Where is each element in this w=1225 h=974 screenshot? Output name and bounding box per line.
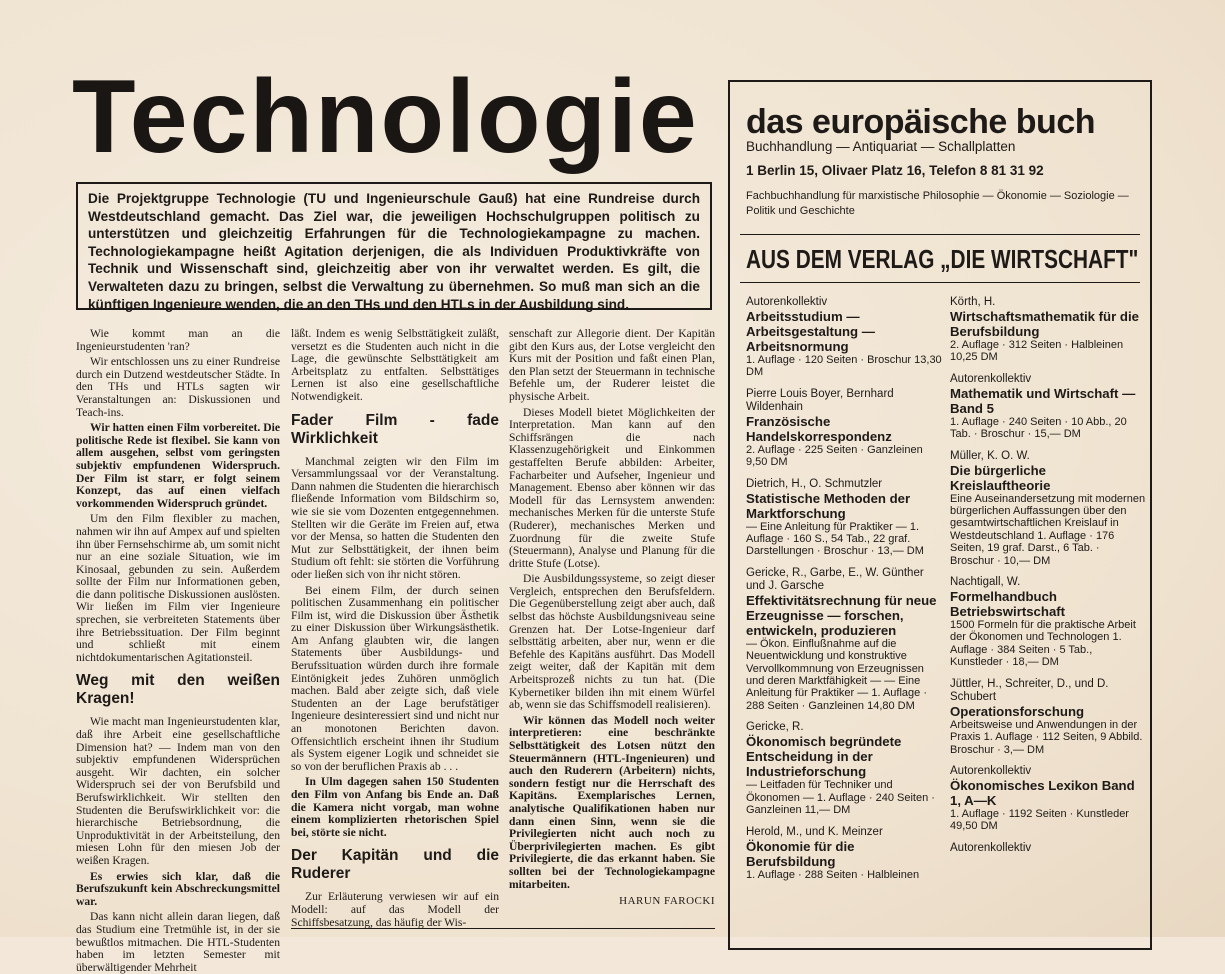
bottom-rule — [291, 928, 715, 929]
bookshop-ad — [728, 80, 1152, 950]
book-entry — [950, 576, 1146, 669]
paragraph: Wie macht man Ingenieurstudenten klar, daß ihre Arbeit eine gesellschaftliche Dimension hat? — Indem man von den subjektiv empfundenen Widersprüchen ausgeht. Wir dachten, ein solcher Widerspruch sei der von Berufsbild und Berufswirklichkeit. Wir stellten den Studenten die Berufswirklichkeit vor: die hierarchische Betriebsordnung, die Unproduktivität in der Arbeitsteilung, den miesen Lohn für den miesen Job der weißen Kragen. — [76, 715, 280, 867]
book-author: Autorenkollektiv — [950, 841, 1032, 854]
book-entry — [950, 842, 1146, 855]
subheading: Weg mit den weißen Kragen! — [76, 672, 280, 708]
book-entry — [746, 296, 942, 379]
book-title: Operationsforschung — [950, 703, 1085, 719]
article-column-2 — [291, 327, 499, 929]
book-title: Mathematik und Wirtschaft — Band 5 — [950, 385, 1136, 416]
book-title: Ökonomisches Lexikon Band 1, A—K — [950, 777, 1135, 808]
book-detail: Arbeitsweise und Anwendungen in der Praxis 1. Auflage · 112 Seiten, 9 Abbild. Broschur · 3,— DM — [950, 718, 1143, 756]
book-entry — [950, 765, 1146, 833]
paragraph: Manchmal zeigten wir den Film im Versammlungssaal vor der Veranstaltung. Dann nahmen die Studenten die hierarchisch fließende Information vom Bildschirm so, wie sie sie vom Dozenten entgegennehmen. Stellten wir die Geräte im Freien auf, etwa vor der Mensa, so hatten die Studenten den Mut zur Selbsttätigkeit, der ihnen beim Studium oft fehlt: sie störten die Vorführung oder ließen sich von ihr nicht stören. — [291, 454, 499, 581]
paragraph: läßt. Indem es wenig Selbsttätigkeit zuläßt, versetzt es die Studenten auch nicht in die Lage, die gewünschte Selbsttätigkeit am Arbeitsplatz zu entfalten. Selbsttätiges Lernen ist also eine gesellschaftliche Notwendigkeit. — [291, 327, 499, 403]
book-title: Statistische Methoden der Marktforschung — [746, 490, 911, 521]
headline: Technologie — [72, 59, 699, 175]
book-detail: 2. Auflage · 312 Seiten · Halbleinen 10,25 DM — [950, 339, 1124, 364]
paragraph: Das kann nicht allein daran liegen, daß das Studium eine Tretmühle ist, in der sie bewußtlos mitmachen. Die HTL-Studenten haben im letzten Semester mit überwältigender Mehrheit — [76, 910, 280, 974]
paragraph: Wie kommt man an die Ingenieurstudenten 'ran? — [76, 327, 280, 353]
book-entry — [950, 678, 1146, 756]
book-entry — [746, 721, 942, 816]
book-detail: 1. Auflage · 1192 Seiten · Kunstleder 49,50 DM — [950, 807, 1129, 833]
book-title: Die bürgerliche Kreislauftheorie — [950, 462, 1051, 493]
paragraph: senschaft zur Allegorie dient. Der Kapitän gibt den Kurs aus, der Lotse vergleicht den Kurs mit der Position und faßt einen Plan, den Plan setzt der Steuermann in technische Befehle um, der Ruderer leistet die physische Arbeit. — [509, 327, 715, 403]
book-detail: 1. Auflage · 288 Seiten · Halbleinen — [746, 868, 920, 881]
book-detail: Eine Auseinandersetzung mit modernen bürgerlichen Auffassungen über den gesamtwirtschaftlichen Kreislauf in Westdeutschland 1. Auflage · 176 Seiten, 19 graf. Darst., 6 Tab. · Broschur · 10,— DM — [950, 492, 1146, 567]
book-entry — [950, 373, 1146, 441]
article-column-1 — [76, 327, 280, 974]
book-title: Wirtschaftsmathematik für die Berufsbildung — [950, 309, 1139, 339]
book-detail: — Ökon. Einflußnahme auf die Neuentwicklung und konstruktive Vervollkommnung von Erzeugnissen und deren Marktfähigkeit — — Eine Anleitung für Praktiker — 1. Auflage · 288 Seiten · Ganzleinen 14,80 DM — [746, 637, 927, 712]
book-entry — [746, 567, 942, 712]
book-title: Arbeitsstudium — Arbeitsgestaltung — Arbeitsnormung — [746, 309, 875, 354]
article-column-3 — [509, 328, 715, 920]
book-list-left — [746, 296, 942, 890]
subheading: Fader Film - fade Wirklichkeit — [291, 411, 499, 447]
book-author: Müller, K. O. W. — [950, 449, 1030, 462]
shop-name: das europäische buch — [746, 103, 1095, 141]
paragraph-bold: In Ulm dagegen sahen 150 Studenten den Film von Anfang bis Ende an. Daß die Kamera nicht vorgab, man wohne einem komplizierten rhetorischen Spiel bei, störte sie nicht. — [291, 775, 499, 839]
book-author: Autorenkollektiv — [746, 296, 828, 308]
intro-box: Die Projektgruppe Technologie (TU und Ingenieurschule Gauß) hat eine Rundreise durch Westdeutschland gemacht. Das Ziel war, die jeweiligen Hochschulgruppen politisch zu unterstützen und gleichzeitig Erfahrungen für die Technologiekampagne zu machen. Technologiekampagne heißt Agitation derjenigen, die als Individuen Produktivkräfte von Technik und Wissenschaft sind, gleichzeitig aber von ihr verwaltet werden. Es gilt, die Verwalteten dazu zu bringen, selbst die Verwaltung zu übernehmen. So muß man sich an die künftigen Ingenieure wenden, die an den THs und den HTLs in der Ausbildung sind. — [76, 182, 712, 310]
book-detail: 1. Auflage · 120 Seiten · Broschur 13,30 DM — [746, 354, 942, 379]
book-detail: 2. Auflage · 225 Seiten · Ganzleinen 9,50 DM — [746, 443, 923, 469]
paragraph: Dieses Modell bietet Möglichkeiten der Interpretation. Man kann auf den Schiffsrängen die nach Klassenzugehörigkeit und Einkommen gestaffelten Berufe abbilden: Arbeiter, Facharbeiter und Aufseher, Ingenieur und Management. Ebenso aber können wir das Modell für das Lernsystem anwenden: mechanisches Merken für die unterste Stufe (Ruderer), mechanisches Merken und Zuordnung für die zweite Stufe (Steuermann), Analyse und Planung für die dritte Stufe (Lotse). — [509, 405, 715, 570]
book-detail: — Leitfaden für Techniker und Ökonomen — 1. Auflage · 240 Seiten · Ganzleinen 11,— DM — [746, 779, 935, 817]
paragraph-bold: Es erwies sich klar, daß die Berufszukunft kein Abschreckungsmittel war. — [76, 869, 280, 908]
book-entry — [746, 826, 942, 881]
book-title: Effektivitätsrechnung für neue Erzeugnisse — forschen, entwickeln, produzieren — [746, 592, 937, 638]
paragraph: Die Ausbildungssysteme, so zeigt dieser Vergleich, entsprechen den Berufsfeldern. Die Gegenüberstellung zeigt aber auch, daß selbst das höchste Ausbildungsniveau seine Grenzen hat. Der Lotse-Ingenieur darf selbsttätig arbeiten, aber nur, wenn er die Befehle des Kapitäns ausführt. Das Modell zeigt weiter, daß der Kapitän mit dem Arbeitsprozeß nichts zu tun hat. (Die Kybernetiker bilden ihn mit einem Würfel ab, wenn sie das Schiffsmodell realisieren). — [509, 572, 715, 712]
paragraph-bold: Wir können das Modell noch weiter interpretieren: eine beschränkte Selbsttätigkeit des Lotsen nützt den Steuermännern (HTL-Ingenieuren) und auch den Ruderern (Arbeitern) nichts, sondern festigt nur die Herrschaft des Kapitäns. Exemplarisches Lernen, analytische Qualifikationen haben nur dann einen Sinn, wenn sie die Privilegierten nicht auch noch zu Überprivilegierten machen. Es gibt Privilegierte, die das erkannt haben. Sie sollten bei der Technologiekampagne mitarbeiten. — [509, 713, 715, 891]
book-author: Nachtigall, W. — [950, 576, 1021, 589]
book-list-right — [950, 296, 1146, 864]
book-author: Pierre Louis Boyer, Bernhard Wildenhain — [746, 387, 894, 413]
book-author: Herold, M., und K. Meinzer — [746, 825, 883, 838]
book-author: Jüttler, H., Schreiter, D., und D. Schubert — [950, 677, 1109, 703]
book-author: Dietrich, H., O. Schmutzler — [746, 477, 883, 490]
book-detail: — Eine Anleitung für Praktiker — 1. Auflage · 160 S., 54 Tab., 22 graf. Darstellungen · Broschur · 13,— DM — [746, 520, 924, 558]
book-entry — [950, 296, 1146, 364]
book-author: Autorenkollektiv — [950, 372, 1032, 385]
book-entry — [746, 388, 942, 469]
publisher-heading: AUS DEM VERLAG „DIE WIRTSCHAFT" — [746, 244, 1139, 274]
shop-subtitle: Buchhandlung — Antiquariat — Schallplatten — [746, 139, 1016, 154]
shop-specialty: Fachbuchhandlung für marxistische Philosophie — Ökonomie — Soziologie — Politik und Geschichte — [746, 190, 1129, 217]
book-author: Körth, H. — [950, 296, 996, 308]
paragraph-bold: Wir hatten einen Film vorbereitet. Die politische Rede ist flexibel. Sie kann von allem ausgehen, selbst vom geringsten subjektiv empfundenen Widerspruch. Der Film ist starr, er folgt seinem Konzept, das auf einen vielfach vorkommenden Widerspruch gründet. — [76, 421, 280, 510]
shop-address: 1 Berlin 15, Olivaer Platz 16, Telefon 8 81 31 92 — [746, 163, 1044, 178]
paragraph: Um den Film flexibler zu machen, nahmen wir ihn auf Ampex auf und spielten ihn über Fernsehschirme ab, um somit nicht nur an eine soziale Situation, wie im Kinosaal, gebunden zu sein. Außerdem sollte der Film nur Informationen geben, die dann politische Diskussionen auslösten. Wir ließen im Film vier Ingenieure sprechen, sie verbreiteten Statements über ihre Betriebssituation. Der Film beginnt und schließt mit einem nichtdokumentarischen Agitationsteil. — [76, 512, 280, 664]
book-title: Formelhandbuch Betriebswirtschaft — [950, 589, 1066, 620]
book-author: Gericke, R. — [746, 721, 804, 734]
subheading: Der Kapitän und die Ruderer — [291, 847, 499, 883]
paragraph: Zur Erläuterung verwiesen wir auf ein Modell: auf das Modell der Schiffsbesatzung, das häufig der Wis- — [291, 890, 499, 929]
book-title: Französische Handelskorrespondenz — [746, 413, 892, 444]
book-title: Ökonomisch begründete Entscheidung in der Industrieforschung — [746, 734, 902, 780]
paragraph: Bei einem Film, der durch seinen politischen Zusammenhang ein politischer Film ist, wird die Diskussion über Ästhetik zu einer Diskussion über Wirkungsästhetik. Am Anfang glaubten wir, die langen Statements über Ausbildungs- und Berufssituation würden durch ihre formale Eintönigkeit jedes Zuhören unmöglich machen. Bald aber zeigte sich, daß viele Studenten an der Lage berufstätiger Ingenieure desinteressiert sind und nicht nur an monotonen Berichten davon. Offensichtlich erscheint ihnen ihr Studium als System eigener Logik und schneidet sie so von der beruflichen Praxis ab . . . — [291, 583, 499, 773]
ad-divider — [740, 234, 1140, 235]
ad-divider — [740, 282, 1140, 283]
paragraph: Wir entschlossen uns zu einer Rundreise durch ein Dutzend westdeutscher Städte. In den THs und HTLs sagten wir Veranstaltungen an: Diskussionen und Teach-ins. — [76, 355, 280, 419]
book-detail: 1500 Formeln für die praktische Arbeit der Ökonomen und Technologen 1. Auflage · 384 Seiten · 5 Tab., Kunstleder · 18,— DM — [950, 619, 1136, 669]
book-detail: 1. Auflage · 240 Seiten · 10 Abb., 20 Tab. · Broschur · 15,— DM — [950, 415, 1127, 441]
book-author: Autorenkollektiv — [950, 764, 1032, 777]
book-entry — [746, 478, 942, 558]
author-signature: HARUN FAROCKI — [619, 895, 715, 908]
book-title: Ökonomie für die Berufsbildung — [746, 838, 855, 869]
book-author: Gericke, R., Garbe, E., W. Günther und J. Garsche — [746, 566, 924, 592]
book-entry — [950, 450, 1146, 567]
